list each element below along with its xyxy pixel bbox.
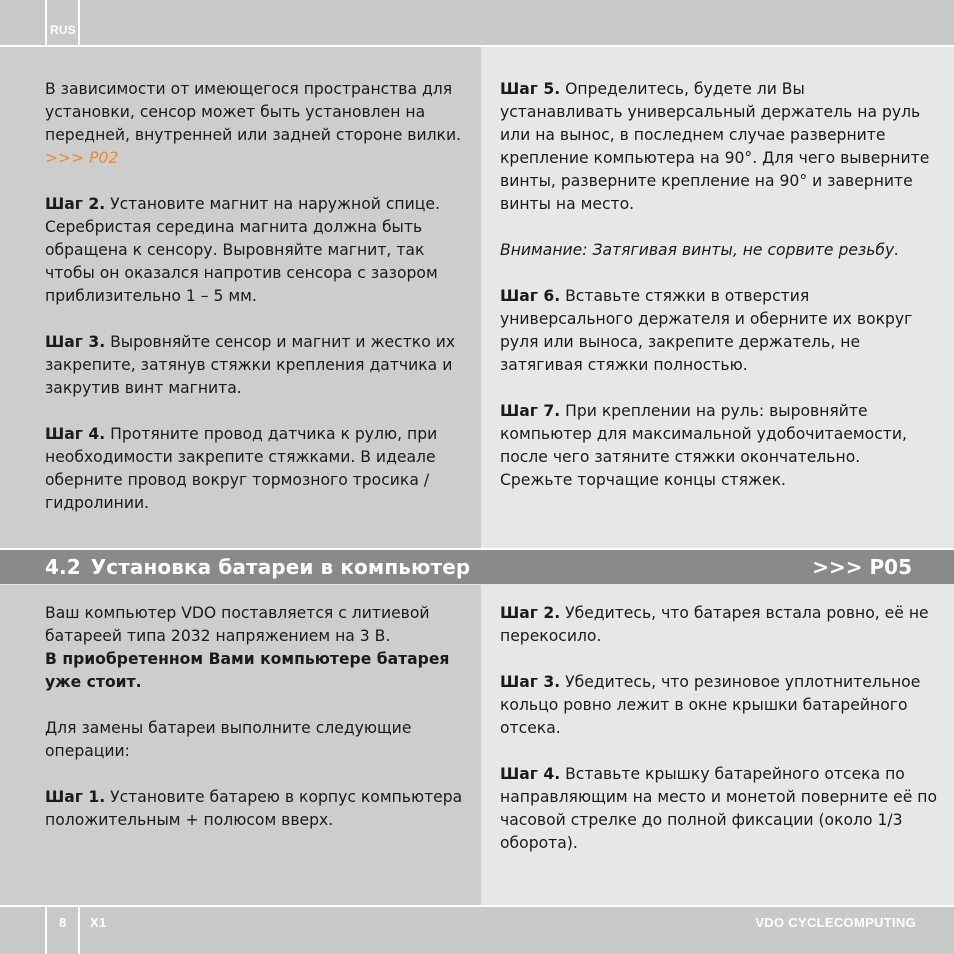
page-reference-p02: >>> P02 [45, 149, 119, 167]
battery-step4-label: Шаг 4. [500, 765, 561, 783]
section-number: 4.2 [45, 555, 81, 579]
section-heading-title [45, 555, 470, 579]
battery-step2-label: Шаг 2. [500, 604, 561, 622]
language-tab [45, 0, 80, 45]
battery-step1-label: Шаг 1. [45, 788, 106, 806]
footer-bar [0, 907, 954, 954]
battery-step2-paragraph: Шаг 2. Убедитесь, что батарея встала ровно, её не перекосило. [500, 604, 929, 645]
section1-right-text [500, 78, 930, 492]
step3-label: Шаг 3. [45, 333, 106, 351]
sensor-intro-paragraph: В зависимости от имеющегося пространства для установки, сенсор может быть установлен на передней, внутренней или задней стороне вилки. >>> P02 [45, 80, 462, 167]
section2-right-text [500, 602, 940, 855]
battery-intro-paragraph: Ваш компьютер VDO поставляется с литиевой батареей типа 2032 напряжением на 3 В. В приобретенном Вами компьютере батарея уже стоит. [45, 604, 450, 691]
section-heading-bar [0, 550, 954, 584]
step3-paragraph: Шаг 3. Выровняйте сенсор и магнит и жестко их закрепите, затянув стяжки крепления датчика и закрутив винт магнита. [45, 333, 456, 397]
model-name: X1 [90, 915, 107, 930]
step7-label: Шаг 7. [500, 402, 561, 420]
section1-right-column [482, 47, 954, 548]
warning-paragraph: Внимание: Затягивая винты, не сорвите резьбу. [500, 241, 900, 259]
battery-installed-note: В приобретенном Вами компьютере батарея уже стоит. [45, 650, 450, 691]
battery-step3-paragraph: Шаг 3. Убедитесь, что резиновое уплотнительное кольцо ровно лежит в окне крышки батарейного отсека. [500, 673, 921, 737]
step6-label: Шаг 6. [500, 287, 561, 305]
brand-name: VDO CYCLECOMPUTING [755, 915, 916, 930]
step4-label: Шаг 4. [45, 425, 106, 443]
replace-instructions-paragraph: Для замены батареи выполните следующие операции: [45, 719, 412, 760]
step2-label: Шаг 2. [45, 195, 106, 213]
section-page-reference: >>> P05 [812, 555, 912, 579]
step5-label: Шаг 5. [500, 80, 561, 98]
section2-left-text [45, 602, 465, 832]
battery-step1-paragraph: Шаг 1. Установите батарею в корпус компьютера положительным + полюсом вверх. [45, 788, 463, 829]
step6-paragraph: Шаг 6. Вставьте стяжки в отверстия универсального держателя и оберните их вокруг руля или выноса, закрепите держатель, не затягивая стяжки полностью. [500, 287, 913, 374]
section2-left-column [0, 585, 481, 905]
page-number-cell [45, 907, 80, 954]
section1-left-column [0, 47, 481, 548]
language-label: RUS [50, 23, 76, 37]
step2-paragraph: Шаг 2. Установите магнит на наружной спице. Серебристая середина магнита должна быть обращена к сенсору. Выровняйте магнит, так чтобы он оказался напротив сенсора с зазором приблизительно 1 – 5 мм. [45, 195, 440, 305]
battery-step4-paragraph: Шаг 4. Вставьте крышку батарейного отсека по направляющим на место и монетой поверните её по часовой стрелке до полной фиксации (около 1/3 оборота). [500, 765, 937, 852]
section-title: Установка батареи в компьютер [90, 555, 471, 579]
section1-left-text [45, 78, 465, 515]
step5-paragraph: Шаг 5. Определитесь, будете ли Вы устанавливать универсальный держатель на руль или на вынос, в последнем случае разверните крепление компьютера на 90°. Для чего выверните винты, разверните крепление на 90° и заверните винты на место. [500, 80, 930, 213]
battery-step3-label: Шаг 3. [500, 673, 561, 691]
section2-right-column [482, 585, 954, 905]
step4-paragraph: Шаг 4. Протяните провод датчика к рулю, при необходимости закрепите стяжками. В идеале оберните провод вокруг тормозного тросика / гидролинии. [45, 425, 438, 512]
step7-paragraph: Шаг 7. При креплении на руль: выровняйте компьютер для максимальной удобочитаемости, после чего затяните стяжки окончательно. Срежьте торчащие концы стяжек. [500, 402, 907, 489]
page-number: 8 [59, 915, 67, 930]
top-bar [0, 0, 954, 45]
